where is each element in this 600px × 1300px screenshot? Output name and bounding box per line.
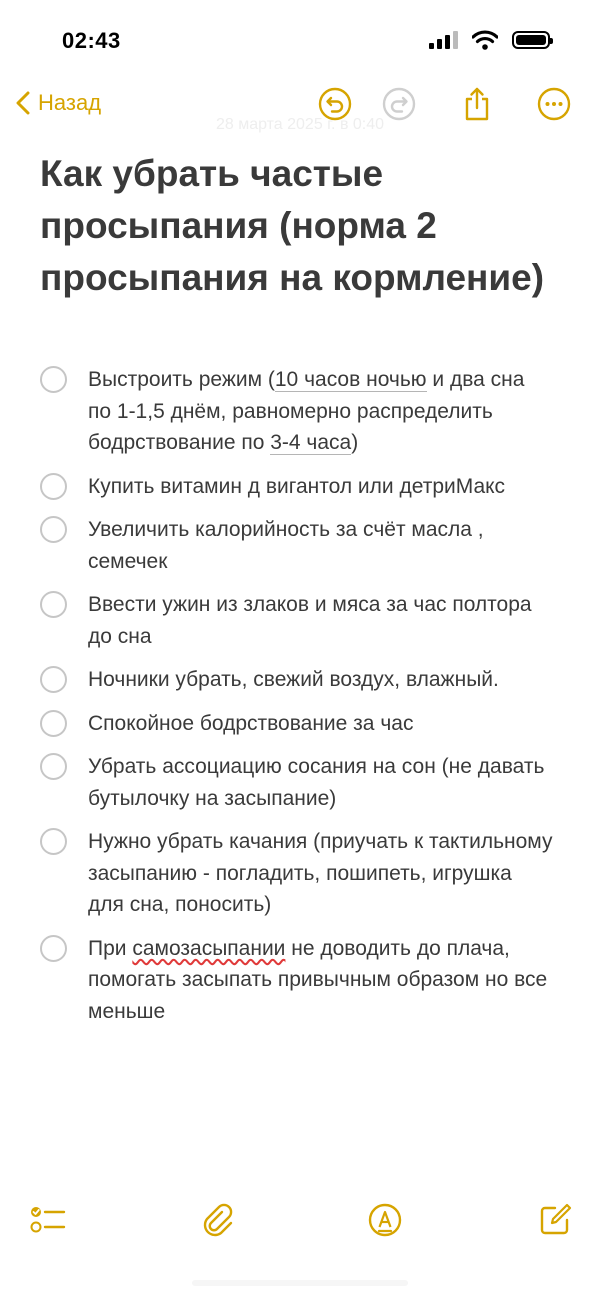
checklist-item <box>0 933 600 1028</box>
chevron-left-icon <box>16 91 30 115</box>
home-indicator[interactable] <box>192 1280 408 1286</box>
checkbox-circle[interactable] <box>40 828 67 855</box>
checklist-item-text[interactable]: Ввести ужин из злаков и мяса за час полтора до сна <box>88 593 532 648</box>
status-icons <box>429 30 550 50</box>
misspelled-word: самозасыпании <box>132 936 286 960</box>
compose-button[interactable] <box>535 1200 575 1240</box>
checklist-icon <box>29 1203 67 1237</box>
checklist-item <box>0 514 600 577</box>
checkbox-circle[interactable] <box>40 666 67 693</box>
cellular-signal-icon <box>429 31 458 49</box>
checklist-item <box>0 589 600 652</box>
paperclip-icon <box>200 1202 236 1238</box>
checklist-item-text[interactable]: Убрать ассоциацию сосания на сон (не давать бутылочку на засыпание) <box>88 755 545 810</box>
checklist-item-text[interactable]: Выстроить режим (10 часов ночью и два сна по 1-1,5 днём, равномерно распределить бодрствование по 3-4 часа) <box>88 368 525 454</box>
checkbox-circle[interactable] <box>40 710 67 737</box>
checklist-item-text[interactable]: Ночники убрать, свежий воздух, влажный. <box>88 668 499 691</box>
checklist-item-text[interactable]: При самозасыпании не доводить до плача, помогать засыпать привычным образом но все меньше <box>88 936 548 1023</box>
markup-icon <box>367 1202 403 1238</box>
checklist-item-text[interactable]: Нужно убрать качания (приучать к тактильному засыпанию - погладить, пошипеть, игрушка для сна, поносить) <box>88 830 553 916</box>
back-button[interactable] <box>16 90 101 116</box>
checkbox-circle[interactable] <box>40 753 67 780</box>
note-title[interactable]: Как убрать частые просыпания (норма 2 просыпания на кормление) <box>40 153 545 298</box>
attach-button[interactable] <box>198 1200 238 1240</box>
checklist-item <box>0 708 600 740</box>
checklist-item <box>0 826 600 921</box>
checkbox-circle[interactable] <box>40 366 67 393</box>
checklist-item-text[interactable]: Купить витамин д вигантол или детриМакс <box>88 474 506 498</box>
checklist-item <box>0 751 600 814</box>
checkbox-circle[interactable] <box>40 516 67 543</box>
status-time: 02:43 <box>62 28 121 53</box>
status-bar <box>0 0 600 80</box>
back-label: Назад <box>38 90 102 115</box>
battery-icon <box>512 31 550 49</box>
markup-button[interactable] <box>365 1200 405 1240</box>
checklist <box>0 364 600 1039</box>
checklist-button[interactable] <box>28 1200 68 1240</box>
note-date: 28 марта 2025 г. в 0:40 <box>215 116 385 133</box>
checkbox-circle[interactable] <box>40 935 67 962</box>
checklist-item-text[interactable]: Спокойное бодрствование за час <box>88 711 414 735</box>
compose-icon <box>537 1202 573 1238</box>
wifi-icon <box>472 30 498 50</box>
checkbox-circle[interactable] <box>40 473 67 500</box>
bottom-toolbar <box>0 1200 600 1244</box>
checklist-item-text[interactable]: Увеличить калорийность за счёт масла , семечек <box>88 518 484 573</box>
checklist-item <box>0 364 600 459</box>
checkbox-circle[interactable] <box>40 591 67 618</box>
checklist-item <box>0 471 600 503</box>
checklist-item <box>0 664 600 696</box>
